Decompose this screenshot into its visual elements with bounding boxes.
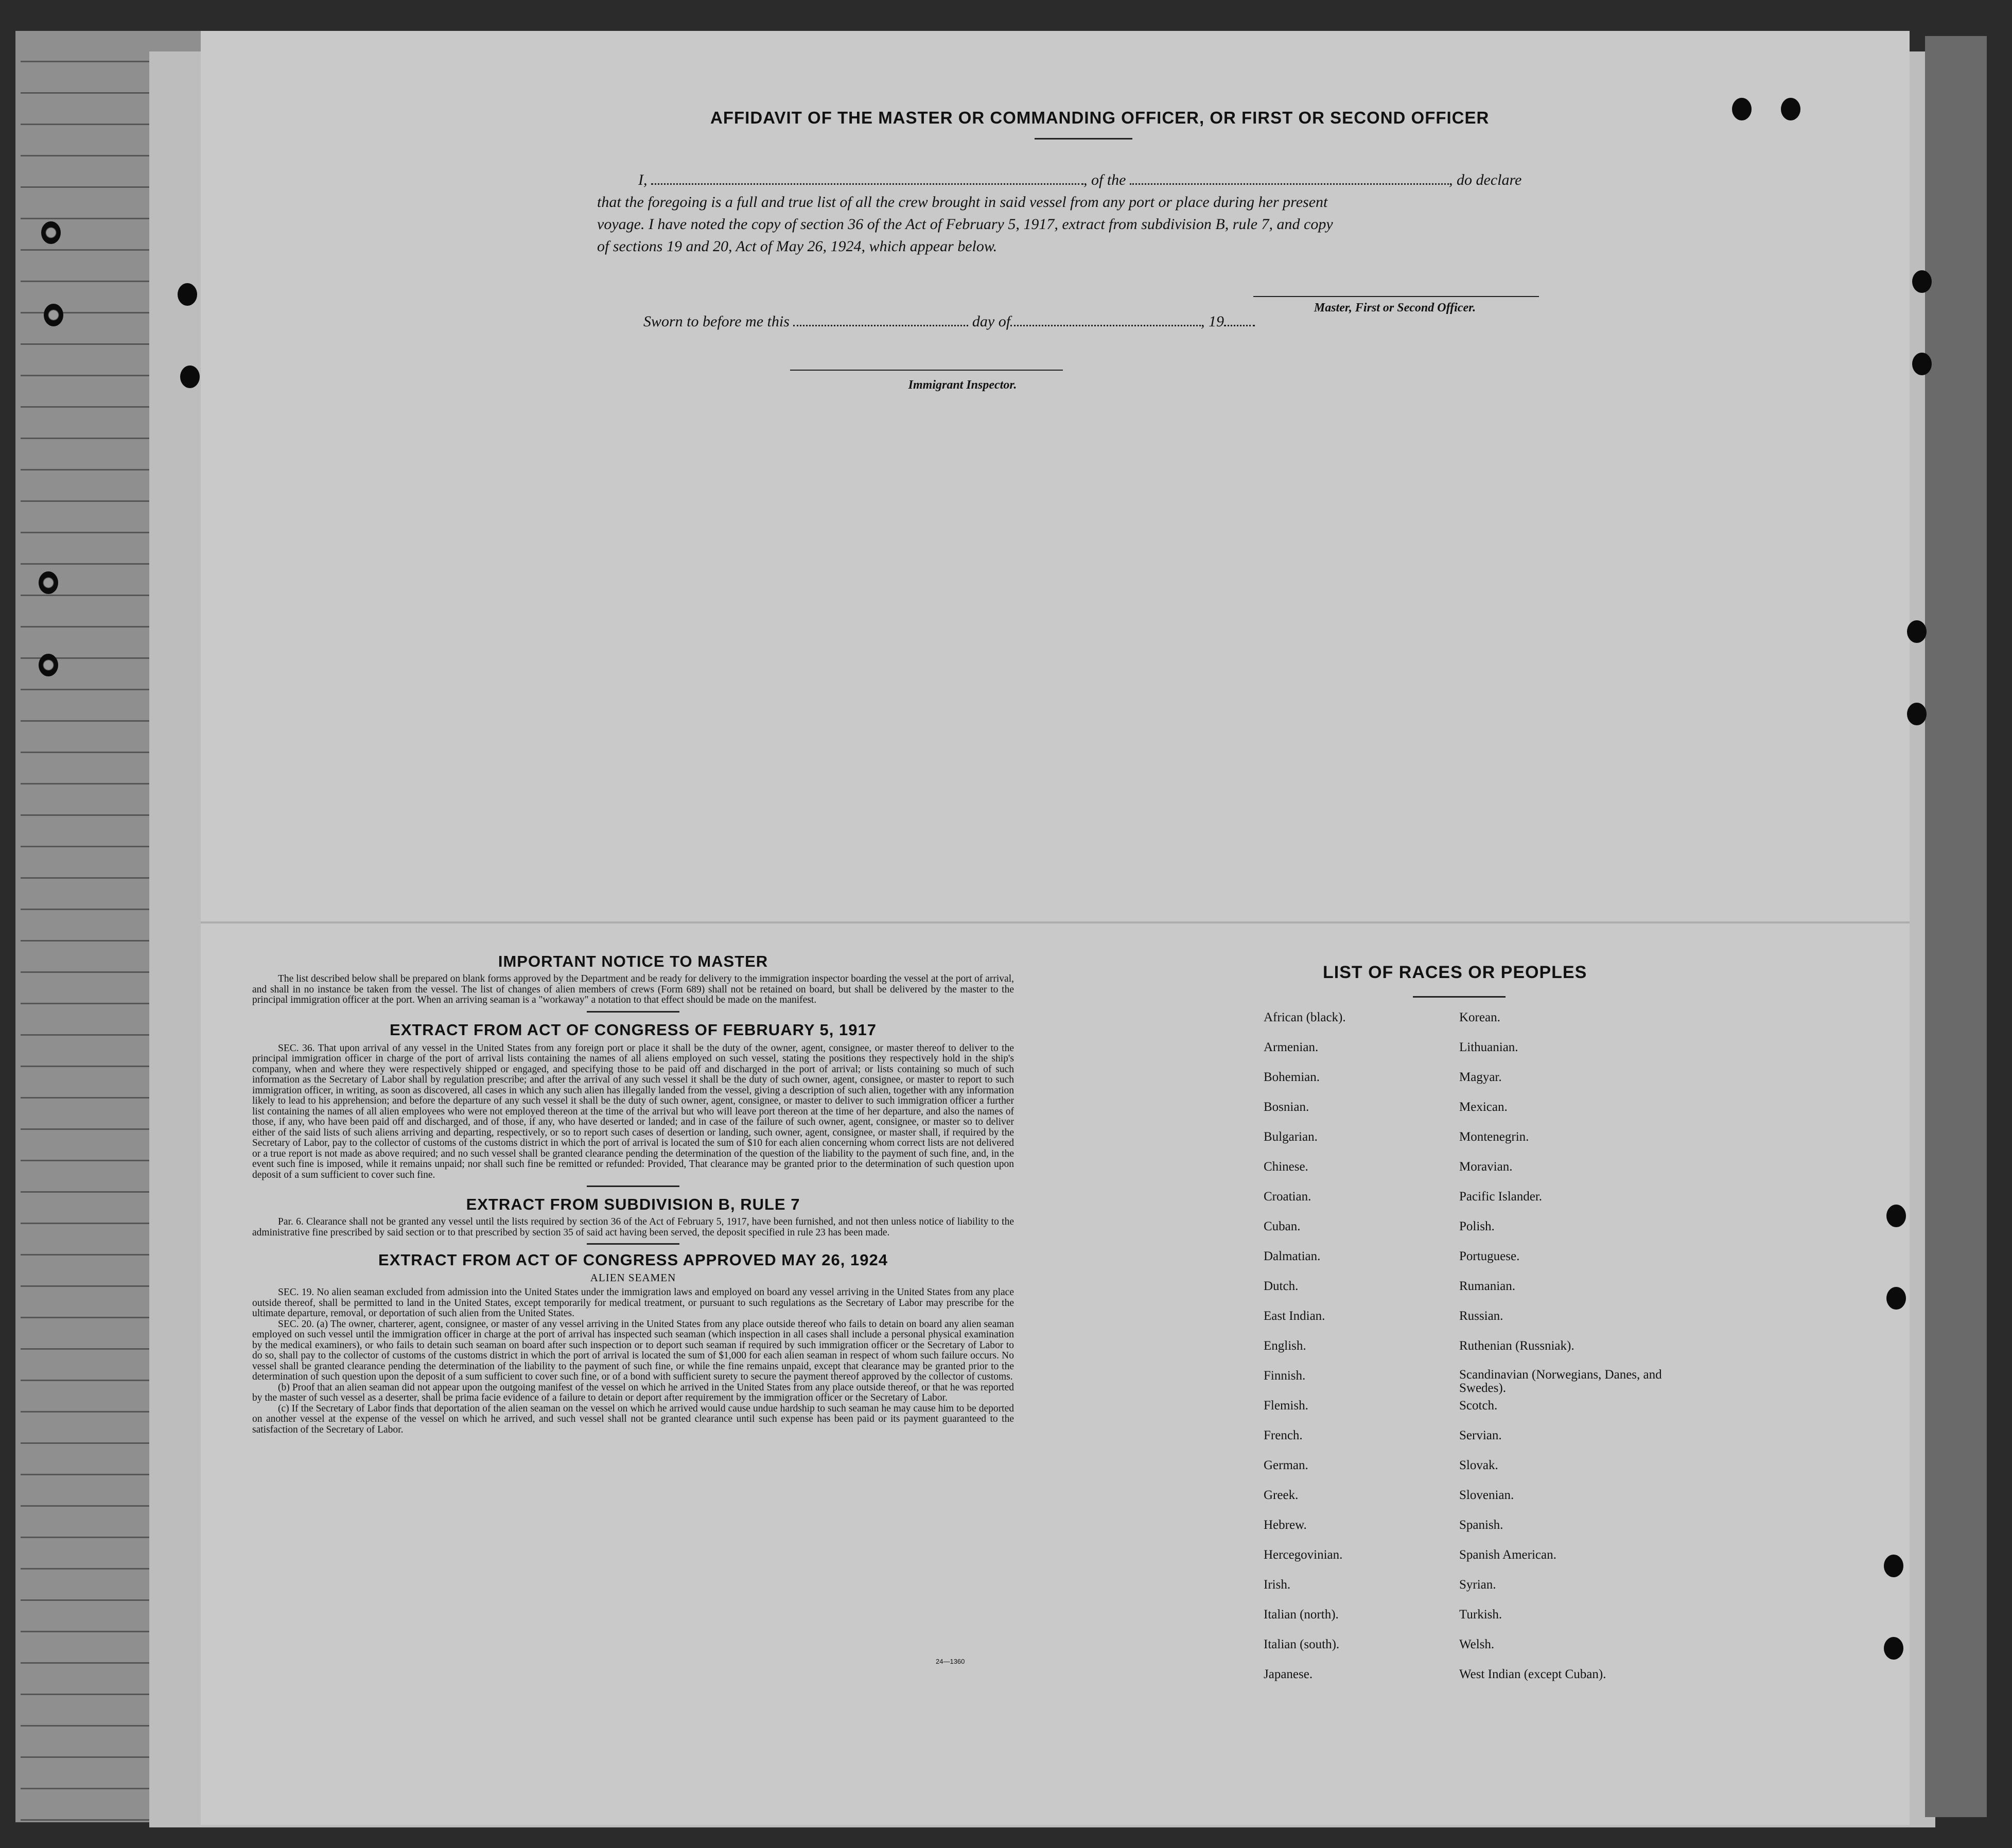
race-item: Bulgarian. — [1264, 1130, 1318, 1144]
punch-hole-icon — [1886, 1287, 1906, 1310]
underlying-page-right — [1925, 36, 1987, 1817]
master-signature-line[interactable] — [1253, 296, 1539, 297]
race-item: Magyar. — [1459, 1070, 1502, 1084]
binder-ring-hole-icon — [39, 654, 58, 676]
race-item: Dutch. — [1264, 1279, 1299, 1293]
race-item: English. — [1264, 1339, 1306, 1353]
race-item: Korean. — [1459, 1010, 1500, 1024]
extract-1924-title: EXTRACT FROM ACT OF CONGRESS APPROVED MAY 26, 1924 — [378, 1251, 888, 1269]
affidavit-line-3: voyage. I have noted the copy of section 36 of the Act of February 5, 1917, extract from subdivision B, rule 7, and copy — [597, 216, 1333, 233]
punch-hole-icon — [1884, 1637, 1903, 1660]
race-item: French. — [1264, 1428, 1303, 1442]
race-item: African (black). — [1264, 1010, 1346, 1024]
sec-20b-text: (b) Proof that an alien seaman did not appear upon the outgoing manifest of the vessel on which he arrived in the United States from any place outside thereof, or that he was reported by the master of such vessel as a deserter, shall be prima facie evidence of a failure to detain or deport after requirement by the immigration officer or the Secretary of Labor. — [252, 1382, 1014, 1403]
race-item: Bohemian. — [1264, 1070, 1320, 1084]
extract-rule7-text: Par. 6. Clearance shall not be granted any vessel until the lists required by section 36 of the Act of February 5, 1917, have been furnished, and not then unless notice of liability to the administrative fine prescribed by said section or to that prescribed by section 35 of said act having been served, the deposit specified in rule 23 has been made. — [252, 1216, 1014, 1238]
notice-text: The list described below shall be prepared on blank forms approved by the Department and be ready for delivery to the immigration inspector boarding the vessel at the port of arrival, and shall in no instance be taken from the vessel. The list of changes of alien members of crews (Form 689) shall not be retained on board, but shall be delivered by the master to the principal immigration officer at the port. When an arriving seaman is a "workaway" a notation to that effect should be made on the manifest. — [252, 973, 1014, 1005]
race-item: Pacific Islander. — [1459, 1190, 1543, 1204]
extract-rule7-title: EXTRACT FROM SUBDIVISION B, RULE 7 — [466, 1195, 800, 1213]
sworn-day-blank[interactable] — [793, 325, 968, 326]
extract-1917-text: SEC. 36. That upon arrival of any vessel in the United States from any foreign port or place it shall be the duty of the owner, agent, consignee, or master thereof to deliver to the principal immigration officer in charge of the port of arrival lists containing the names of all aliens employed on such vessel, stating the positions they respectively hold in the ship's company, when and where they were respectively shipped or engaged, and specifying those to be paid off and discharged in the port of arrival; or lists containing so much of such information as the Secretary of Labor shall by regulation prescribe; and after the arrival of any such vessel it shall be the duty of such owner, agent, consignee, or master to report to such immigration officer, in writing, as soon as discovered, all cases in which any such alien has illegally landed from the vessel, giving a description of such alien, together with any information likely to lead to his apprehension; and before the departure of any such vessel it shall be the duty of such owner, agent, consignee, or master to deliver to such immigration officer a further list containing the names of all alien employees who were not employed thereon at the time of the arrival but who will leave port thereon at the time of her departure, and also the names of those, if any, who have been paid off and discharged, and of those, if any, who have deserted or landed; and in case of the failure of such owner, agent, consignee, or master so to deliver either of the said lists of such aliens arriving and departing, respectively, or so to report such cases of desertion or landing, such owner, agent, consignee, or master shall, if required by the Secretary of Labor, pay to the collector of customs of the customs district in which the port of arrival is located the sum of $10 for each alien concerning whom correct lists are not delivered or a true report is not made as above required; and no such vessel shall be granted clearance pending the determination of the question of the liability to the payment of such fine, and, in the event such fine is imposed, while it remains unpaid; nor shall such fine be remitted or refunded: Provided, That clearance may be granted prior to the determination of such question upon deposit of a sum sufficient to cover such fine. — [252, 1042, 1014, 1180]
section-divider — [587, 1011, 679, 1013]
master-signature-label: Master, First or Second Officer. — [1314, 301, 1476, 315]
races-column-2 — [1459, 1010, 1696, 1697]
races-column-1 — [1264, 1010, 1449, 1697]
punch-hole-icon — [1907, 703, 1927, 725]
race-item: Slovenian. — [1459, 1488, 1514, 1502]
punch-hole-icon — [178, 283, 197, 306]
race-item: Armenian. — [1264, 1040, 1319, 1054]
punch-hole-icon — [1912, 270, 1932, 293]
race-item: Polish. — [1459, 1219, 1495, 1233]
punch-hole-icon — [1907, 620, 1927, 643]
affidavit-title: AFFIDAVIT OF THE MASTER OR COMMANDING OFFICER, OR FIRST OR SECOND OFFICER — [710, 108, 1490, 127]
race-item: Syrian. — [1459, 1578, 1496, 1592]
sworn-month-blank[interactable] — [1010, 325, 1201, 326]
race-item: Welsh. — [1459, 1637, 1495, 1651]
sec-19-text: SEC. 19. No alien seaman excluded from admission into the United States under the immigration laws and employed on board any vessel arriving in the United States from any place outside thereof, shall be permitted to land in the United States, except temporarily for medical treatment, or pursuant to such regulations as the Secretary of Labor may prescribe for the ultimate departure, removal, or deportation of such alien from the United States. — [252, 1287, 1014, 1319]
section-divider — [587, 1243, 679, 1245]
binder-ring-hole-icon — [41, 221, 61, 244]
affidavit-of-the: , of the — [1083, 171, 1126, 188]
race-item: Portuguese. — [1459, 1249, 1520, 1263]
notice-column — [252, 952, 1014, 1435]
race-item: East Indian. — [1264, 1309, 1325, 1323]
sworn-year-label: , 19 — [1201, 313, 1224, 330]
affidavit-title-underline — [1035, 138, 1132, 140]
race-item: Montenegrin. — [1459, 1130, 1529, 1144]
punch-hole-icon — [1886, 1205, 1906, 1227]
affidavit-i: I, — [638, 171, 648, 188]
race-item: Bosnian. — [1264, 1100, 1309, 1114]
race-item: Lithuanian. — [1459, 1040, 1518, 1054]
race-item: Greek. — [1264, 1488, 1299, 1502]
race-item: Russian. — [1459, 1309, 1503, 1323]
race-item: Italian (south). — [1264, 1637, 1340, 1651]
race-item: Dalmatian. — [1264, 1249, 1321, 1263]
affidavit-line-1 — [597, 169, 1575, 191]
affidavit-declare: , do declare — [1449, 171, 1522, 188]
name-blank[interactable] — [651, 183, 1083, 185]
race-item: Hercegovinian. — [1264, 1548, 1343, 1562]
inspector-signature-line[interactable] — [790, 370, 1063, 371]
race-item: Spanish. — [1459, 1518, 1503, 1532]
race-item: Chinese. — [1264, 1160, 1308, 1174]
punch-hole-icon — [1732, 98, 1752, 120]
race-item: Hebrew. — [1264, 1518, 1307, 1532]
extract-1924-subtitle: ALIEN SEAMEN — [590, 1271, 676, 1284]
vessel-blank[interactable] — [1130, 183, 1449, 185]
race-item: Turkish. — [1459, 1608, 1502, 1622]
race-item: Cuban. — [1264, 1219, 1301, 1233]
races-title-underline — [1413, 996, 1506, 998]
race-item: Spanish American. — [1459, 1548, 1556, 1562]
race-item: Moravian. — [1459, 1160, 1513, 1174]
punch-hole-icon — [1781, 98, 1800, 120]
inspector-signature-label: Immigrant Inspector. — [908, 378, 1017, 392]
punch-hole-icon — [1884, 1555, 1903, 1577]
sworn-line — [643, 313, 1255, 330]
affidavit-line-2: that the foregoing is a full and true list of all the crew brought in said vessel from any port or place during her present — [597, 194, 1328, 211]
race-item: Japanese. — [1264, 1667, 1313, 1681]
affidavit-body — [597, 169, 1575, 257]
affidavit-line-4: of sections 19 and 20, Act of May 26, 1924, which appear below. — [597, 238, 998, 255]
notice-title: IMPORTANT NOTICE TO MASTER — [498, 952, 768, 970]
form-number: 24—1360 — [936, 1658, 965, 1665]
binder-ring-hole-icon — [44, 304, 63, 326]
punch-hole-icon — [1912, 353, 1932, 375]
binder-ring-hole-icon — [39, 571, 58, 594]
page-fold — [201, 921, 1910, 923]
sec-20c-text: (c) If the Secretary of Labor finds that deportation of the alien seaman on the vessel on which he arrived would cause undue hardship to such seaman he may cause him to be deported on another vessel at the expense of the vessel on which he arrived, and such vessel shall not be granted clearance until such expense has been paid or its payment guaranteed to the satisfaction of the Secretary of Labor. — [252, 1403, 1014, 1435]
punch-hole-icon — [180, 365, 200, 388]
section-divider — [587, 1185, 679, 1187]
race-item: West Indian (except Cuban). — [1459, 1667, 1606, 1681]
race-item: Servian. — [1459, 1428, 1502, 1442]
race-item: Scandinavian (Norwegians, Danes, and Swedes). — [1459, 1368, 1662, 1395]
race-item: Italian (north). — [1264, 1608, 1339, 1622]
sworn-year-blank[interactable] — [1224, 325, 1255, 326]
extract-1917-title: EXTRACT FROM ACT OF CONGRESS OF FEBRUARY 5, 1917 — [390, 1020, 877, 1039]
sworn-text: Sworn to before me this — [643, 313, 790, 330]
race-item: German. — [1264, 1458, 1308, 1472]
sec-20a-text: SEC. 20. (a) The owner, charterer, agent, consignee, or master of any vessel arriving in the United States from any place outside thereof who fails to detain on board any alien seaman employed on such vessel until the immigration officer in charge at the port of arrival has inspected such seaman (which inspection in all cases shall include a personal physical examination by the medical examiners), or who fails to detain such seaman on board after such inspection or to deport such seaman if required by such immigration officer or the Secretary of Labor to do so, shall pay to the collector of customs of the customs district in which the port of arrival is located the sum of $1,000 for each alien seaman in respect of whom such failure occurs. No vessel shall be granted clearance pending the determination of the liability to the payment of such fine, or while the fine remains unpaid, except that clearance may be granted prior to the determination of such question upon the deposit of a sum sufficient to cover such fine, or of a bond with sufficient surety to secure the payment thereof approved by the collector of customs. — [252, 1318, 1014, 1382]
race-item: Irish. — [1264, 1578, 1291, 1592]
race-item: Flemish. — [1264, 1399, 1308, 1413]
race-item: Scotch. — [1459, 1399, 1498, 1413]
race-item: Rumanian. — [1459, 1279, 1516, 1293]
races-title: LIST OF RACES OR PEOPLES — [1323, 963, 1587, 982]
race-item: Mexican. — [1459, 1100, 1508, 1114]
sworn-day-label: day of — [972, 313, 1011, 330]
race-item: Finnish. — [1264, 1369, 1306, 1383]
race-item: Slovak. — [1459, 1458, 1498, 1472]
race-item: Croatian. — [1264, 1190, 1311, 1204]
race-item: Ruthenian (Russniak). — [1459, 1339, 1574, 1353]
